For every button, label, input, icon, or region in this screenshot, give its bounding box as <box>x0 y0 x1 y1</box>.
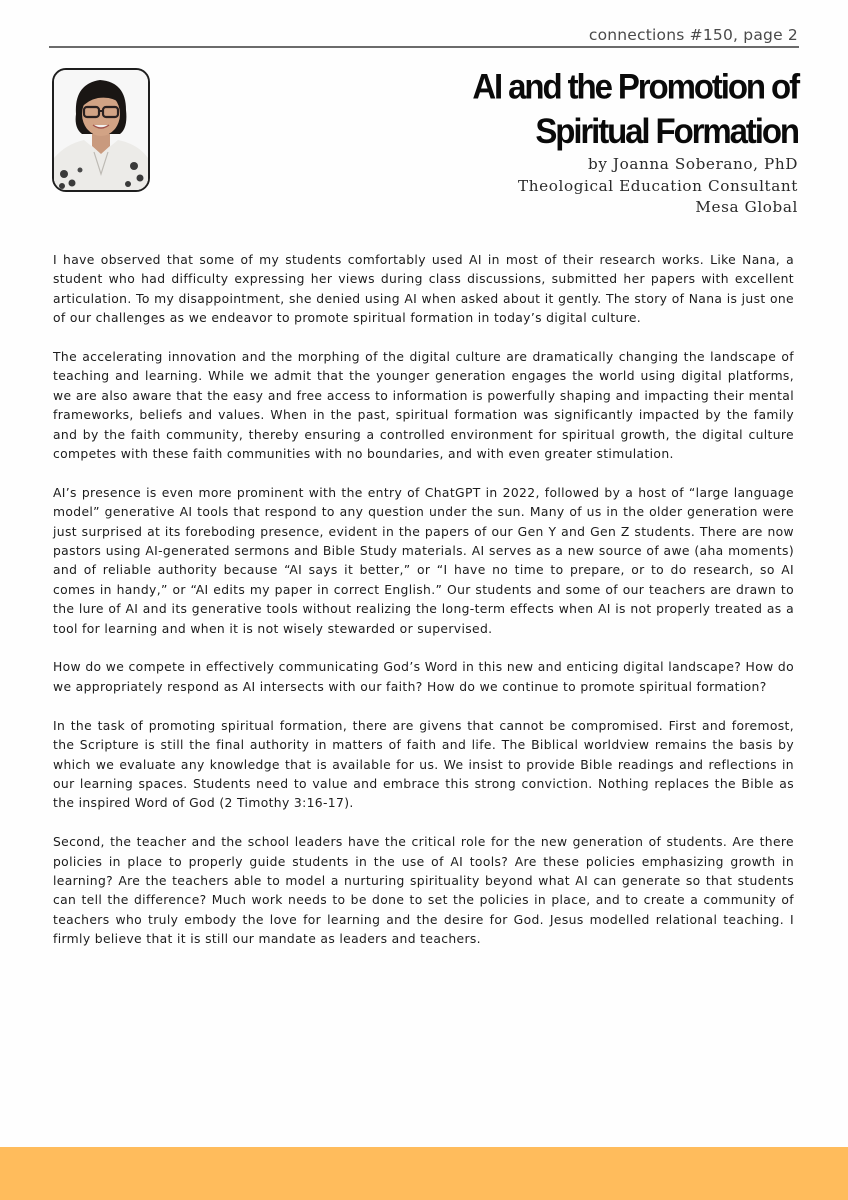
page-label: connections #150, page 2 <box>588 26 798 44</box>
author-role: Theological Education Consultant <box>518 176 798 195</box>
article-title-line: AI and the Promotion of <box>472 66 798 107</box>
header-divider <box>49 46 799 48</box>
author-organization: Mesa Global <box>695 198 798 216</box>
footer-accent-bar <box>0 1147 848 1200</box>
byline <box>518 154 798 219</box>
author-photo <box>52 68 150 192</box>
article-paragraph: Second, the teacher and the school leaders have the critical role for the new generation of students. Are there policies in place to properly guide students in the use of AI tools? Are these policies emphasizing growth in learning? Are the teachers able to model a nurturing spirituality beyond what AI can generate so that students can tell the difference? Much work needs to be done to set the policies in place, and to create a community of teachers who truly embody the love for learning and the desire for God. Jesus modelled relational teaching. I firmly believe that it is still our mandate as leaders and teachers. <box>53 835 794 947</box>
article-paragraph: I have observed that some of my students comfortably used AI in most of their research works. Like Nana, a student who had difficulty expressing her views during class discussions, submitted her papers with excellent articulation. To my disappointment, she denied using AI when asked about it gently. The story of Nana is just one of our challenges as we endeavor to promote spiritual formation in today’s digital culture. <box>53 253 794 326</box>
article-body <box>53 251 794 969</box>
article-paragraph: How do we compete in effectively communicating God’s Word in this new and enticing digital landscape? How do we appropriately respond as AI intersects with our faith? How do we continue to promote spiritual formation? <box>53 660 794 694</box>
article-paragraph: In the task of promoting spiritual formation, there are givens that cannot be compromised. First and foremost, the Scripture is still the final authority in matters of faith and life. The Biblical worldview remains the basis by which we evaluate any knowledge that is available for us. We insist to provide Bible readings and reflections in our learning spaces. Students need to value and embrace this strong conviction. Nothing replaces the Bible as the inspired Word of God (2 Timothy 3:16-17). <box>53 718 794 811</box>
author-name: by Joanna Soberano, PhD <box>588 155 798 173</box>
article-paragraph: The accelerating innovation and the morphing of the digital culture are dramatically changing the landscape of teaching and learning. While we admit that the younger generation engages the world using digital platforms, we are also aware that the easy and free access to information is powerfully shaping and impacting their mental frameworks, beliefs and values. When in the past, spiritual formation was significantly impacted by the family and by the faith community, thereby ensuring a controlled environment for spiritual growth, the digital culture competes with these faith communities with no boundaries, and with even greater stimulation. <box>53 350 794 462</box>
article-title <box>472 64 798 153</box>
author-portrait-icon <box>54 70 148 190</box>
article-paragraph: AI’s presence is even more prominent with the entry of ChatGPT in 2022, followed by a host of “large language model” generative AI tools that respond to any question under the sun. Many of us in the older generation were just surprised at its foreboding presence, evident in the papers of our Gen Y and Gen Z students. There are now pastors using AI-generated sermons and Bible Study materials. AI serves as a new source of awe (aha moments) and of reliable authority because “AI says it better,” or “I have no time to prepare, or to do research, so AI comes in handy,” or “AI edits my paper in correct English.” Our students and some of our teachers are drawn to the lure of AI and its generative tools without realizing the long-term effects when AI is not properly treated as a tool for learning and when it is not wisely stewarded or supervised. <box>53 485 794 636</box>
article-title-line: Spiritual Formation <box>535 110 798 151</box>
